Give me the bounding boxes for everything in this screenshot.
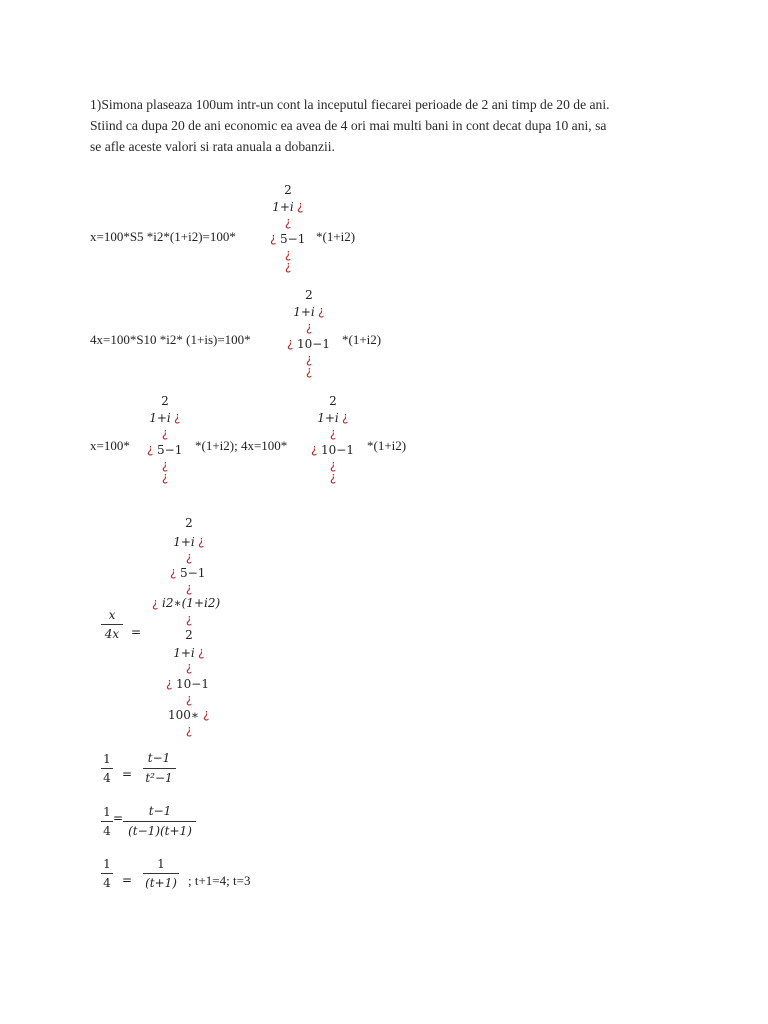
eq4-stack-8: 1+i	[173, 646, 195, 660]
eq2-glyph: ¿	[305, 320, 313, 334]
eq5-left-bar	[101, 768, 113, 769]
eq3-glyph: ¿	[342, 410, 349, 424]
eq1-glyph: ¿	[284, 259, 292, 273]
eq4-glyph: ¿	[198, 645, 205, 659]
eq3-glyph: ¿	[161, 458, 169, 472]
eq3-inner-b: 10−1	[321, 443, 354, 457]
eq5-right-numerator: t−1	[147, 751, 171, 765]
eq7-left-numerator: 1	[103, 857, 111, 871]
eq3-exponent-b: 2	[329, 394, 337, 408]
eq7-right-bar	[143, 873, 179, 874]
eq6-right-denominator: (t−1)(t+1)	[128, 824, 192, 838]
eq1-glyph: ¿	[297, 199, 304, 213]
eq5-right-bar	[143, 768, 176, 769]
eq7-tail: ; t+1=4; t=3	[188, 873, 251, 888]
eq6-left-numerator: 1	[103, 805, 111, 819]
eq3-glyph: ¿	[147, 442, 154, 456]
eq4-stack-12: 100∗	[168, 708, 200, 722]
eq4-denominator: 4x	[104, 627, 120, 641]
eq1-rhs: *(1+i2)	[316, 229, 356, 244]
eq3-glyph: ¿	[329, 426, 337, 440]
eq4-glyph: ¿	[185, 581, 193, 595]
eq4-glyph: ¿	[185, 723, 193, 737]
eq4-glyph: ¿	[198, 534, 205, 548]
eq4-glyph: ¿	[166, 676, 173, 690]
eq6-equals: =	[113, 811, 124, 825]
eq6-right-numerator: t−1	[148, 804, 172, 818]
eq2-lhs: 4x=100*S10 *i2* (1+is)=100*	[90, 332, 251, 347]
problem-line-1: 1)Simona plaseaza 100um intr-un cont la inceputul fiecarei perioade de 2 ani timp de 20 de ani.	[90, 97, 610, 112]
eq2-glyph: ¿	[318, 304, 325, 318]
eq6-left-denominator: 4	[103, 824, 111, 838]
eq2-inner: 10−1	[297, 337, 330, 351]
eq2-glyph: ¿	[305, 352, 313, 366]
eq3-exponent-a: 2	[161, 394, 169, 408]
eq1-lhs: x=100*S5 *i2*(1+i2)=100*	[90, 229, 236, 244]
eq3-lhs: x=100*	[90, 438, 130, 453]
eq7-left-bar	[101, 873, 113, 874]
eq4-glyph: ¿	[152, 596, 159, 610]
eq1-inner: 5−1	[280, 232, 306, 246]
problem-statement	[90, 94, 690, 157]
eq6-left-bar	[101, 821, 113, 822]
eq3-glyph: ¿	[161, 426, 169, 440]
eq4-equals: =	[131, 625, 142, 639]
eq2-glyph: ¿	[305, 364, 313, 378]
eq4-stack-1: 1+i	[173, 535, 195, 549]
eq4-fraction-bar	[101, 624, 123, 625]
eq4-glyph: ¿	[203, 707, 210, 721]
eq4-glyph: ¿	[185, 550, 193, 564]
problem-line-2: Stiind ca dupa 20 de ani economic ea avea de 4 ori mai multi bani in cont decat dupa 10 ani, sa	[90, 118, 607, 133]
eq7-equals: =	[122, 873, 133, 887]
eq2-exponent: 2	[305, 288, 313, 302]
eq1-glyph: ¿	[284, 215, 292, 229]
eq3-glyph: ¿	[329, 470, 337, 484]
eq4-glyph: ¿	[170, 565, 177, 579]
eq3-rhs: *(1+i2)	[367, 438, 407, 453]
eq5-equals: =	[122, 767, 133, 781]
eq4-glyph: ¿	[185, 692, 193, 706]
eq2-base: 1+i	[293, 305, 315, 319]
eq4-stack-5: i2∗(1+i2)	[162, 596, 221, 610]
eq7-right-numerator: 1	[157, 857, 165, 871]
eq5-left-denominator: 4	[103, 771, 111, 785]
eq2-glyph: ¿	[287, 336, 294, 350]
eq3-inner-a: 5−1	[157, 443, 183, 457]
eq4-glyph: ¿	[185, 660, 193, 674]
eq1-glyph: ¿	[270, 231, 277, 245]
eq1-glyph: ¿	[284, 247, 292, 261]
eq5-left-numerator: 1	[103, 752, 111, 766]
eq2-rhs: *(1+i2)	[342, 332, 382, 347]
eq4-stack-3: 5−1	[180, 566, 206, 580]
eq3-glyph: ¿	[174, 410, 181, 424]
eq3-base-a: 1+i	[149, 411, 171, 425]
eq1-exponent: 2	[284, 183, 292, 197]
eq3-glyph: ¿	[161, 470, 169, 484]
eq4-stack-10: 10−1	[176, 677, 209, 691]
eq5-right-denominator: t²−1	[145, 771, 173, 785]
eq6-right-bar	[123, 821, 196, 822]
eq4-numerator: x	[108, 608, 116, 622]
eq4-stack-0: 2	[185, 516, 193, 530]
eq3-base-b: 1+i	[317, 411, 339, 425]
eq3-glyph: ¿	[311, 442, 318, 456]
eq4-stack-7: 2	[185, 628, 193, 642]
eq3-mid: *(1+i2); 4x=100*	[195, 438, 288, 453]
problem-line-3: se afle aceste valori si rata anuala a dobanzii.	[90, 139, 335, 154]
eq7-right-denominator: (t+1)	[145, 876, 177, 890]
eq4-glyph: ¿	[185, 612, 193, 626]
eq7-left-denominator: 4	[103, 876, 111, 890]
eq3-glyph: ¿	[329, 458, 337, 472]
eq1-base: 1+i	[272, 200, 294, 214]
